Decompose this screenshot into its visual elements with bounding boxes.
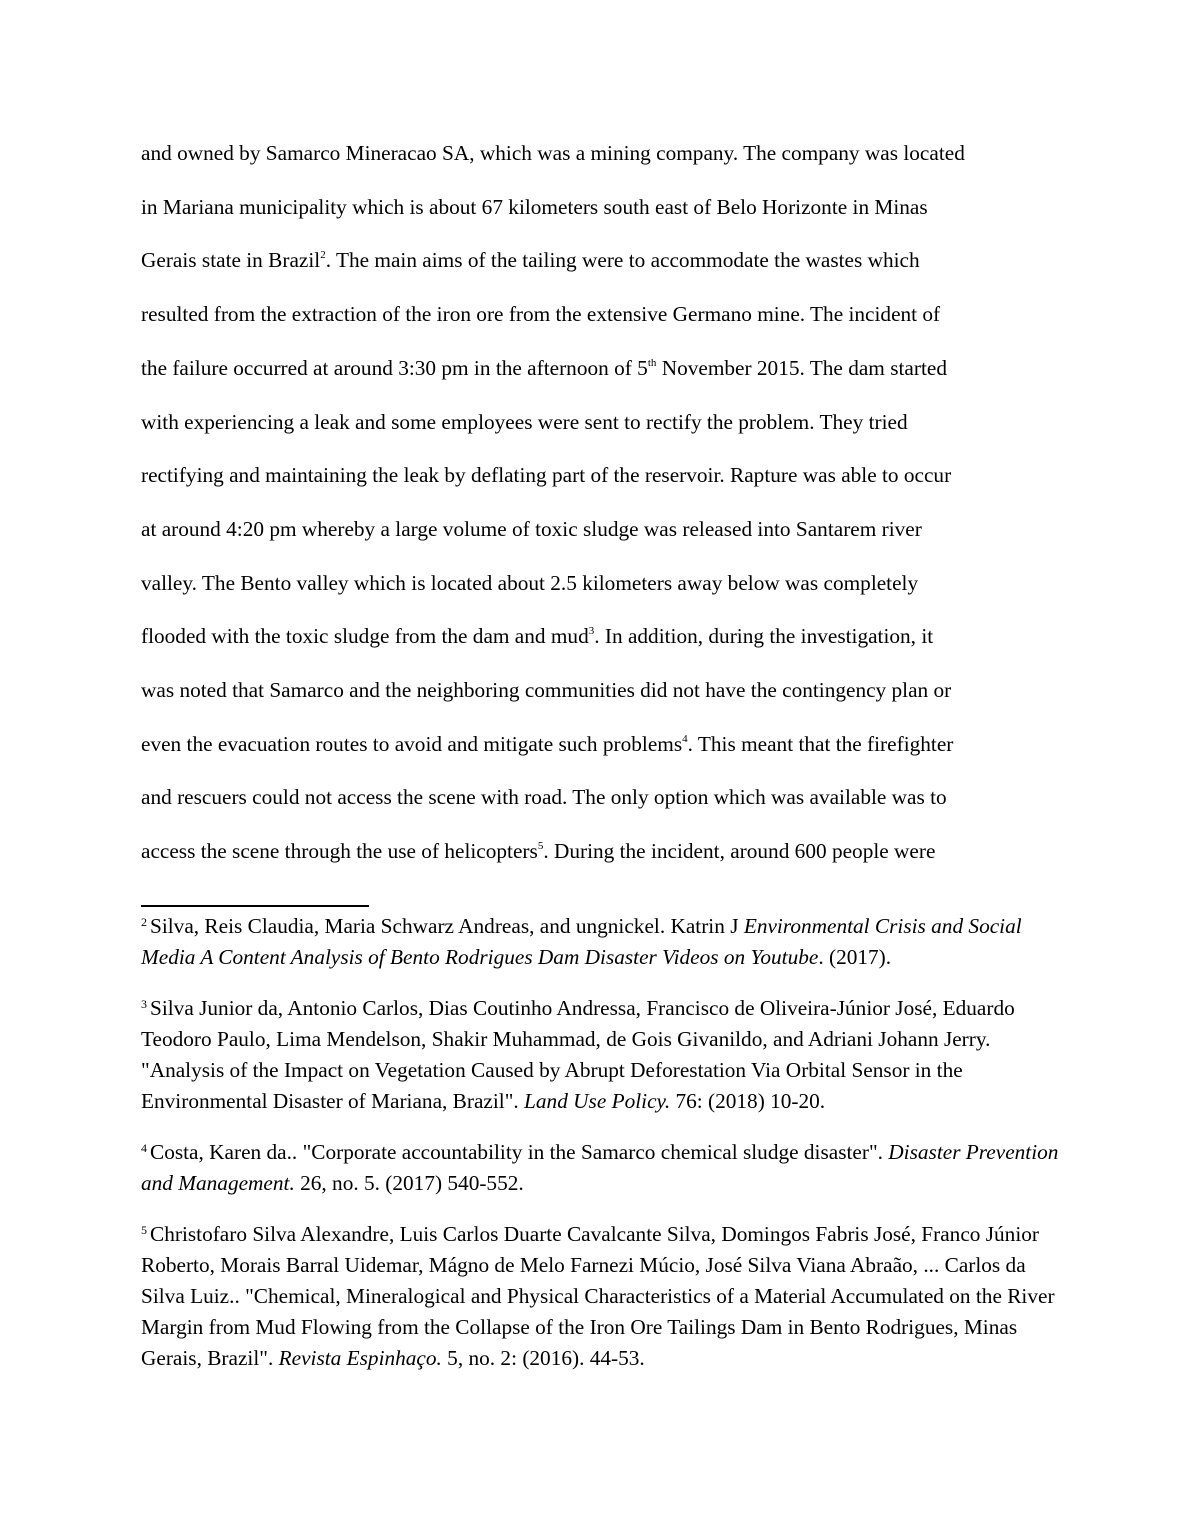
footnote-text: Silva Junior da, Antonio Carlos, Dias Coutinho Andressa, Francisco de Oliveira-Júnior José, Eduardo Teodoro Paulo, Lima Mendelson, Shakir Muhammad, de Gois Givanildo, and Adriani Johann Jerry. "Analysis of the Impact on Vegetation Caused by Abrupt Deforestation Via Orbital Sensor in the Environmental Disaster of Mariana, Brazil". <box>141 996 1015 1113</box>
footnote-separator <box>141 905 369 907</box>
footnote-citation: 26, no. 5. (2017) 540-552. <box>294 1171 524 1195</box>
body-line: in Mariana municipality which is about 67 kilometers south east of Belo Horizonte in Minas <box>141 194 928 219</box>
body-line: resulted from the extraction of the iron ore from the extensive Germano mine. The incident of <box>141 302 941 327</box>
footnote-reference[interactable]: 4 <box>682 732 688 745</box>
footnote-mark: 5 <box>141 1223 147 1237</box>
body-line <box>141 718 1061 772</box>
body-line <box>141 825 1061 879</box>
body-text-run: November 2015. The dam started <box>656 355 947 380</box>
footnote-mark: 2 <box>141 915 147 929</box>
footnotes-section <box>141 911 1066 1394</box>
footnote-text: Costa, Karen da.. "Corporate accountability in the Samarco chemical sludge disaster". <box>150 1140 889 1164</box>
body-text-run: . This meant that the firefighter <box>687 731 954 756</box>
body-text-run: . During the incident, around 600 people were <box>543 839 936 864</box>
body-line <box>141 610 1061 664</box>
body-line: rectifying and maintaining the leak by deflating part of the reservoir. Rapture was able to occur <box>141 463 952 488</box>
body-line <box>141 342 1061 396</box>
body-line: at around 4:20 pm whereby a large volume of toxic sludge was released into Santarem river <box>141 516 922 541</box>
body-text-run: Gerais state in Brazil <box>141 248 321 273</box>
footnote-reference[interactable]: 2 <box>320 249 326 262</box>
body-line: and owned by Samarco Mineracao SA, which was a mining company. The company was located <box>141 141 965 165</box>
footnote-citation: 76: (2018) 10-20. <box>670 1089 826 1113</box>
body-text-run: the failure occurred at around 3:30 pm in the afternoon of 5 <box>141 355 648 380</box>
body-text-run: flooded with the toxic sludge from the dam and mud <box>141 624 589 649</box>
body-text-run: access the scene through the use of helicopters <box>141 839 538 864</box>
body-line <box>141 234 1061 288</box>
ordinal-suffix: th <box>647 356 657 369</box>
footnote-title: Land Use Policy. <box>524 1089 671 1113</box>
body-text-run: . In addition, during the investigation, it <box>594 624 934 649</box>
body-text-run: . The main aims of the tailing were to accommodate the wastes which <box>325 248 920 273</box>
footnote-text: Christofaro Silva Alexandre, Luis Carlos Duarte Cavalcante Silva, Domingos Fabris José, Franco Júnior Roberto, Morais Barral Uidemar, Mágno de Melo Farnezi Múcio, José Silva Viana Abraão, ... Carlos da Silva Luiz.. "Chemical, Mineralogical and Physical Characteristics of a Material Accumulated on the River Margin from Mud Flowing from the Collapse of the Iron Ore Tailings Dam in Bento Rodrigues, Minas Gerais, Brazil". <box>141 1222 1055 1370</box>
footnote-reference[interactable]: 5 <box>537 840 544 853</box>
body-line: was noted that Samarco and the neighboring communities did not have the contingency plan or <box>141 678 952 703</box>
footnote-5 <box>141 1219 1066 1374</box>
body-paragraph <box>141 127 1061 879</box>
footnote-3 <box>141 993 1066 1117</box>
body-line: valley. The Bento valley which is located about 2.5 kilometers away below was completely <box>141 570 919 595</box>
footnote-4 <box>141 1137 1066 1199</box>
footnote-mark: 4 <box>141 1141 147 1155</box>
footnote-title: Environmental Crisis and Social Media A Content Analysis of Bento Rodrigues Dam Disaster Videos on Youtube <box>141 914 1022 969</box>
footnote-mark: 3 <box>141 997 147 1011</box>
body-line: with experiencing a leak and some employees were sent to rectify the problem. They tried <box>141 409 908 434</box>
footnote-text: Silva, Reis Claudia, Maria Schwarz Andreas, and ungnickel. Katrin J <box>150 914 744 938</box>
body-line: and rescuers could not access the scene with road. The only option which was available was to <box>141 785 947 810</box>
footnote-citation: 5, no. 2: (2016). 44-53. <box>441 1346 645 1370</box>
footnote-citation: . (2017). <box>818 945 892 969</box>
body-text-run: even the evacuation routes to avoid and mitigate such problems <box>141 731 683 756</box>
footnote-title: Disaster Prevention and Management. <box>141 1140 1059 1195</box>
footnote-reference[interactable]: 3 <box>588 625 595 638</box>
footnote-2 <box>141 911 1066 973</box>
footnote-title: Revista Espinhaço. <box>278 1346 442 1370</box>
